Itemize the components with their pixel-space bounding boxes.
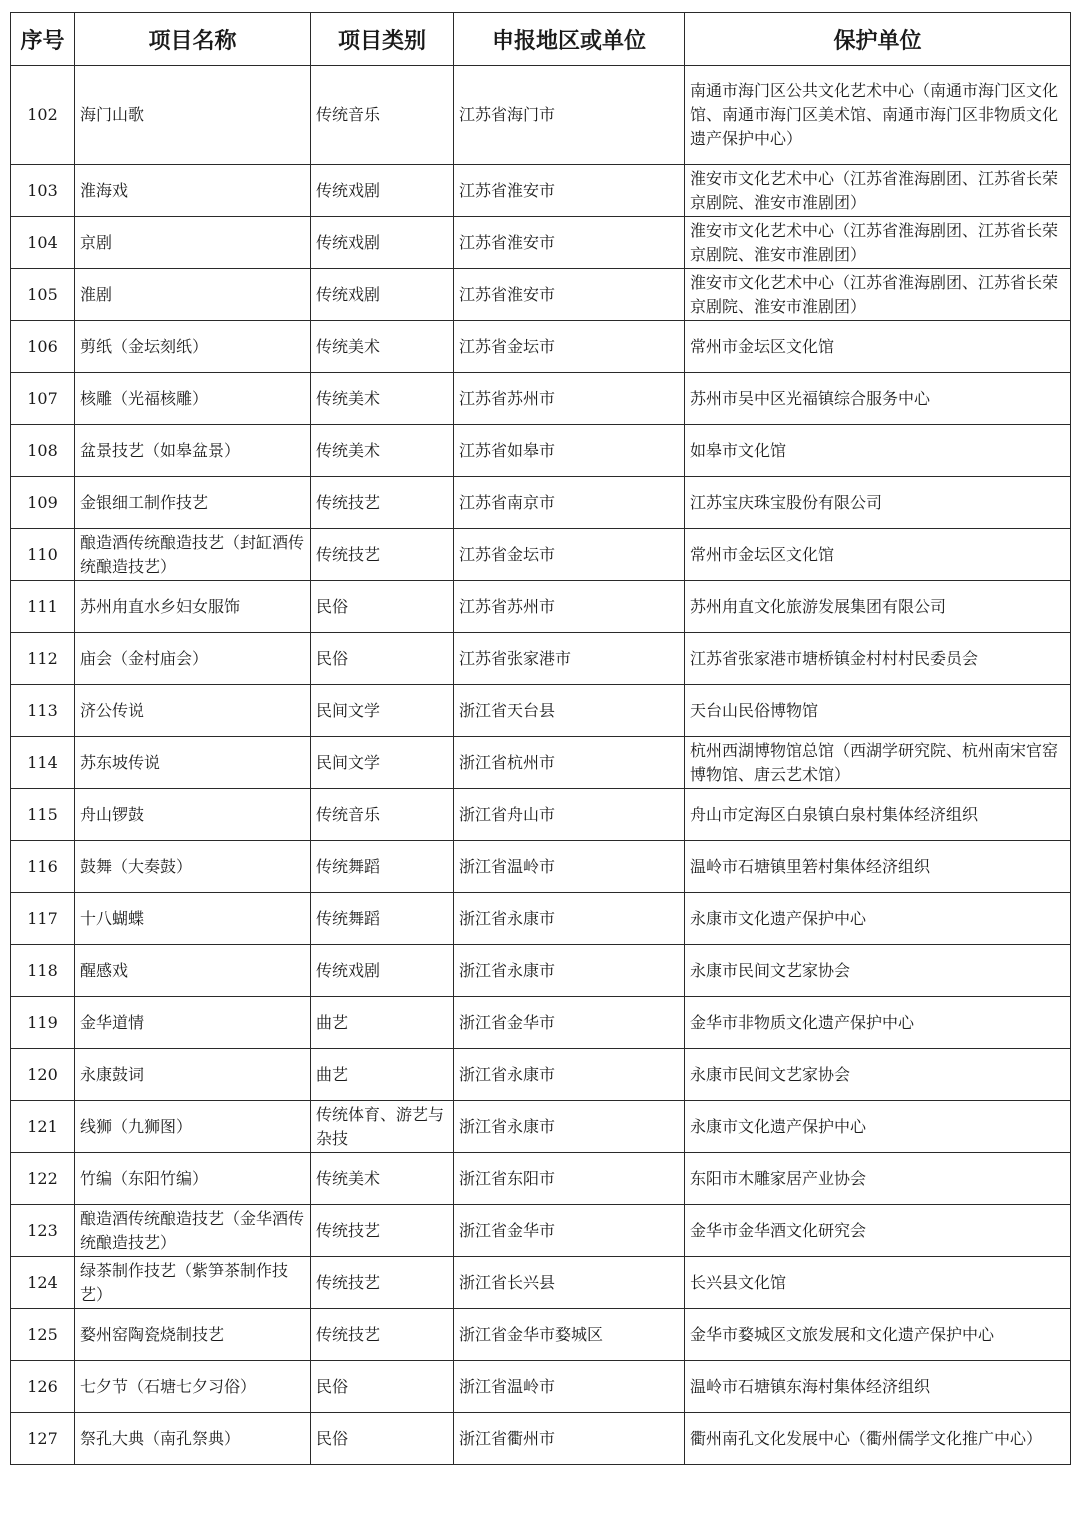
cell-region: 浙江省长兴县	[454, 1257, 685, 1309]
table-row	[11, 425, 1071, 477]
table-row	[11, 1361, 1071, 1413]
table-row	[11, 945, 1071, 997]
cell-seq: 104	[11, 217, 75, 269]
cell-protection-unit: 苏州市吴中区光福镇综合服务中心	[685, 373, 1071, 425]
cell-item-category: 民间文学	[311, 737, 454, 789]
cell-region: 江苏省南京市	[454, 477, 685, 529]
heritage-items-table	[10, 12, 1071, 1465]
cell-item-category: 传统音乐	[311, 789, 454, 841]
cell-seq: 103	[11, 165, 75, 217]
cell-item-category: 传统音乐	[311, 66, 454, 165]
cell-protection-unit: 永康市文化遗产保护中心	[685, 1101, 1071, 1153]
cell-item-name: 苏东坡传说	[75, 737, 311, 789]
cell-seq: 127	[11, 1413, 75, 1465]
cell-protection-unit: 温岭市石塘镇东海村集体经济组织	[685, 1361, 1071, 1413]
cell-protection-unit: 淮安市文化艺术中心（江苏省淮海剧团、江苏省长荣京剧院、淮安市淮剧团）	[685, 165, 1071, 217]
cell-seq: 117	[11, 893, 75, 945]
cell-item-name: 永康鼓词	[75, 1049, 311, 1101]
cell-seq: 123	[11, 1205, 75, 1257]
cell-seq: 109	[11, 477, 75, 529]
cell-item-category: 传统美术	[311, 321, 454, 373]
cell-region: 江苏省海门市	[454, 66, 685, 165]
cell-protection-unit: 苏州甪直文化旅游发展集团有限公司	[685, 581, 1071, 633]
table-row	[11, 165, 1071, 217]
cell-seq: 108	[11, 425, 75, 477]
cell-protection-unit: 东阳市木雕家居产业协会	[685, 1153, 1071, 1205]
cell-item-name: 淮剧	[75, 269, 311, 321]
cell-seq: 105	[11, 269, 75, 321]
cell-protection-unit: 常州市金坛区文化馆	[685, 529, 1071, 581]
cell-seq: 107	[11, 373, 75, 425]
cell-protection-unit: 淮安市文化艺术中心（江苏省淮海剧团、江苏省长荣京剧院、淮安市淮剧团）	[685, 269, 1071, 321]
cell-protection-unit: 衢州南孔文化发展中心（衢州儒学文化推广中心）	[685, 1413, 1071, 1465]
cell-seq: 125	[11, 1309, 75, 1361]
cell-item-name: 金华道情	[75, 997, 311, 1049]
cell-protection-unit: 金华市金华酒文化研究会	[685, 1205, 1071, 1257]
cell-item-category: 传统技艺	[311, 1257, 454, 1309]
cell-item-category: 传统美术	[311, 425, 454, 477]
cell-seq: 119	[11, 997, 75, 1049]
header-protection-unit: 保护单位	[685, 13, 1071, 66]
cell-item-category: 传统戏剧	[311, 945, 454, 997]
cell-item-name: 核雕（光福核雕）	[75, 373, 311, 425]
cell-protection-unit: 金华市婺城区文旅发展和文化遗产保护中心	[685, 1309, 1071, 1361]
cell-protection-unit: 杭州西湖博物馆总馆（西湖学研究院、杭州南宋官窑博物馆、唐云艺术馆）	[685, 737, 1071, 789]
table-row	[11, 269, 1071, 321]
cell-item-name: 七夕节（石塘七夕习俗）	[75, 1361, 311, 1413]
cell-protection-unit: 天台山民俗博物馆	[685, 685, 1071, 737]
cell-seq: 115	[11, 789, 75, 841]
cell-item-name: 线狮（九狮图）	[75, 1101, 311, 1153]
cell-item-category: 民俗	[311, 1413, 454, 1465]
cell-region: 江苏省淮安市	[454, 269, 685, 321]
cell-protection-unit: 温岭市石塘镇里箬村集体经济组织	[685, 841, 1071, 893]
table-row	[11, 1153, 1071, 1205]
cell-item-name: 济公传说	[75, 685, 311, 737]
cell-protection-unit: 常州市金坛区文化馆	[685, 321, 1071, 373]
table-row	[11, 997, 1071, 1049]
cell-seq: 110	[11, 529, 75, 581]
cell-item-name: 醒感戏	[75, 945, 311, 997]
cell-protection-unit: 永康市民间文艺家协会	[685, 945, 1071, 997]
table-header-row	[11, 13, 1071, 66]
table-row	[11, 685, 1071, 737]
cell-region: 江苏省淮安市	[454, 165, 685, 217]
cell-item-category: 传统技艺	[311, 477, 454, 529]
cell-item-name: 苏州甪直水乡妇女服饰	[75, 581, 311, 633]
cell-seq: 126	[11, 1361, 75, 1413]
cell-item-category: 传统美术	[311, 373, 454, 425]
cell-item-name: 祭孔大典（南孔祭典）	[75, 1413, 311, 1465]
cell-item-name: 竹编（东阳竹编）	[75, 1153, 311, 1205]
cell-item-name: 盆景技艺（如皋盆景）	[75, 425, 311, 477]
table-row	[11, 893, 1071, 945]
cell-item-name: 剪纸（金坛刻纸）	[75, 321, 311, 373]
cell-seq: 122	[11, 1153, 75, 1205]
cell-seq: 111	[11, 581, 75, 633]
cell-region: 江苏省淮安市	[454, 217, 685, 269]
cell-region: 浙江省温岭市	[454, 841, 685, 893]
table-body	[11, 66, 1071, 1465]
cell-protection-unit: 永康市文化遗产保护中心	[685, 893, 1071, 945]
cell-seq: 114	[11, 737, 75, 789]
cell-item-name: 海门山歌	[75, 66, 311, 165]
cell-protection-unit: 如皋市文化馆	[685, 425, 1071, 477]
cell-item-category: 民俗	[311, 1361, 454, 1413]
cell-item-category: 传统技艺	[311, 1205, 454, 1257]
table-row	[11, 66, 1071, 165]
cell-region: 江苏省金坛市	[454, 529, 685, 581]
cell-region: 浙江省永康市	[454, 945, 685, 997]
cell-seq: 112	[11, 633, 75, 685]
cell-item-category: 传统戏剧	[311, 269, 454, 321]
cell-seq: 121	[11, 1101, 75, 1153]
cell-item-category: 民间文学	[311, 685, 454, 737]
cell-protection-unit: 江苏省张家港市塘桥镇金村村村民委员会	[685, 633, 1071, 685]
table-row	[11, 1309, 1071, 1361]
cell-region: 江苏省如皋市	[454, 425, 685, 477]
cell-item-category: 传统技艺	[311, 1309, 454, 1361]
document-page	[10, 12, 1070, 1465]
cell-seq: 113	[11, 685, 75, 737]
cell-item-category: 民俗	[311, 633, 454, 685]
cell-protection-unit: 永康市民间文艺家协会	[685, 1049, 1071, 1101]
cell-region: 浙江省永康市	[454, 1049, 685, 1101]
cell-item-category: 传统舞蹈	[311, 841, 454, 893]
cell-region: 浙江省金华市	[454, 997, 685, 1049]
cell-item-category: 传统戏剧	[311, 165, 454, 217]
cell-item-name: 舟山锣鼓	[75, 789, 311, 841]
cell-item-category: 民俗	[311, 581, 454, 633]
cell-item-category: 曲艺	[311, 1049, 454, 1101]
table-row	[11, 737, 1071, 789]
table-row	[11, 217, 1071, 269]
cell-seq: 120	[11, 1049, 75, 1101]
cell-region: 浙江省永康市	[454, 893, 685, 945]
cell-item-category: 传统舞蹈	[311, 893, 454, 945]
cell-item-name: 绿茶制作技艺（紫笋茶制作技艺）	[75, 1257, 311, 1309]
cell-region: 浙江省衢州市	[454, 1413, 685, 1465]
cell-region: 江苏省苏州市	[454, 581, 685, 633]
cell-seq: 124	[11, 1257, 75, 1309]
cell-protection-unit: 长兴县文化馆	[685, 1257, 1071, 1309]
cell-item-name: 淮海戏	[75, 165, 311, 217]
cell-seq: 106	[11, 321, 75, 373]
table-row	[11, 841, 1071, 893]
cell-item-name: 京剧	[75, 217, 311, 269]
cell-item-name: 十八蝴蝶	[75, 893, 311, 945]
cell-item-name: 鼓舞（大奏鼓）	[75, 841, 311, 893]
table-row	[11, 529, 1071, 581]
table-row	[11, 1257, 1071, 1309]
cell-item-name: 婺州窑陶瓷烧制技艺	[75, 1309, 311, 1361]
cell-item-name: 金银细工制作技艺	[75, 477, 311, 529]
cell-region: 江苏省张家港市	[454, 633, 685, 685]
cell-protection-unit: 南通市海门区公共文化艺术中心（南通市海门区文化馆、南通市海门区美术馆、南通市海门区非物质文化遗产保护中心）	[685, 66, 1071, 165]
cell-protection-unit: 江苏宝庆珠宝股份有限公司	[685, 477, 1071, 529]
cell-region: 浙江省永康市	[454, 1101, 685, 1153]
cell-item-name: 酿造酒传统酿造技艺（金华酒传统酿造技艺）	[75, 1205, 311, 1257]
cell-region: 浙江省金华市婺城区	[454, 1309, 685, 1361]
table-row	[11, 1049, 1071, 1101]
table-row	[11, 581, 1071, 633]
cell-protection-unit: 淮安市文化艺术中心（江苏省淮海剧团、江苏省长荣京剧院、淮安市淮剧团）	[685, 217, 1071, 269]
table-row	[11, 373, 1071, 425]
cell-protection-unit: 舟山市定海区白泉镇白泉村集体经济组织	[685, 789, 1071, 841]
header-region: 申报地区或单位	[454, 13, 685, 66]
cell-item-category: 传统体育、游艺与杂技	[311, 1101, 454, 1153]
table-row	[11, 1101, 1071, 1153]
cell-region: 江苏省金坛市	[454, 321, 685, 373]
cell-seq: 116	[11, 841, 75, 893]
cell-item-category: 传统美术	[311, 1153, 454, 1205]
header-item-name: 项目名称	[75, 13, 311, 66]
cell-region: 江苏省苏州市	[454, 373, 685, 425]
table-row	[11, 789, 1071, 841]
cell-item-name: 庙会（金村庙会）	[75, 633, 311, 685]
header-item-category: 项目类别	[311, 13, 454, 66]
header-seq: 序号	[11, 13, 75, 66]
table-row	[11, 633, 1071, 685]
cell-region: 浙江省金华市	[454, 1205, 685, 1257]
cell-seq: 118	[11, 945, 75, 997]
table-row	[11, 1413, 1071, 1465]
cell-region: 浙江省东阳市	[454, 1153, 685, 1205]
cell-seq: 102	[11, 66, 75, 165]
table-row	[11, 321, 1071, 373]
cell-region: 浙江省杭州市	[454, 737, 685, 789]
cell-item-category: 传统戏剧	[311, 217, 454, 269]
cell-item-name: 酿造酒传统酿造技艺（封缸酒传统酿造技艺）	[75, 529, 311, 581]
table-row	[11, 1205, 1071, 1257]
cell-region: 浙江省天台县	[454, 685, 685, 737]
cell-item-category: 曲艺	[311, 997, 454, 1049]
cell-item-category: 传统技艺	[311, 529, 454, 581]
table-row	[11, 477, 1071, 529]
cell-protection-unit: 金华市非物质文化遗产保护中心	[685, 997, 1071, 1049]
cell-region: 浙江省温岭市	[454, 1361, 685, 1413]
cell-region: 浙江省舟山市	[454, 789, 685, 841]
